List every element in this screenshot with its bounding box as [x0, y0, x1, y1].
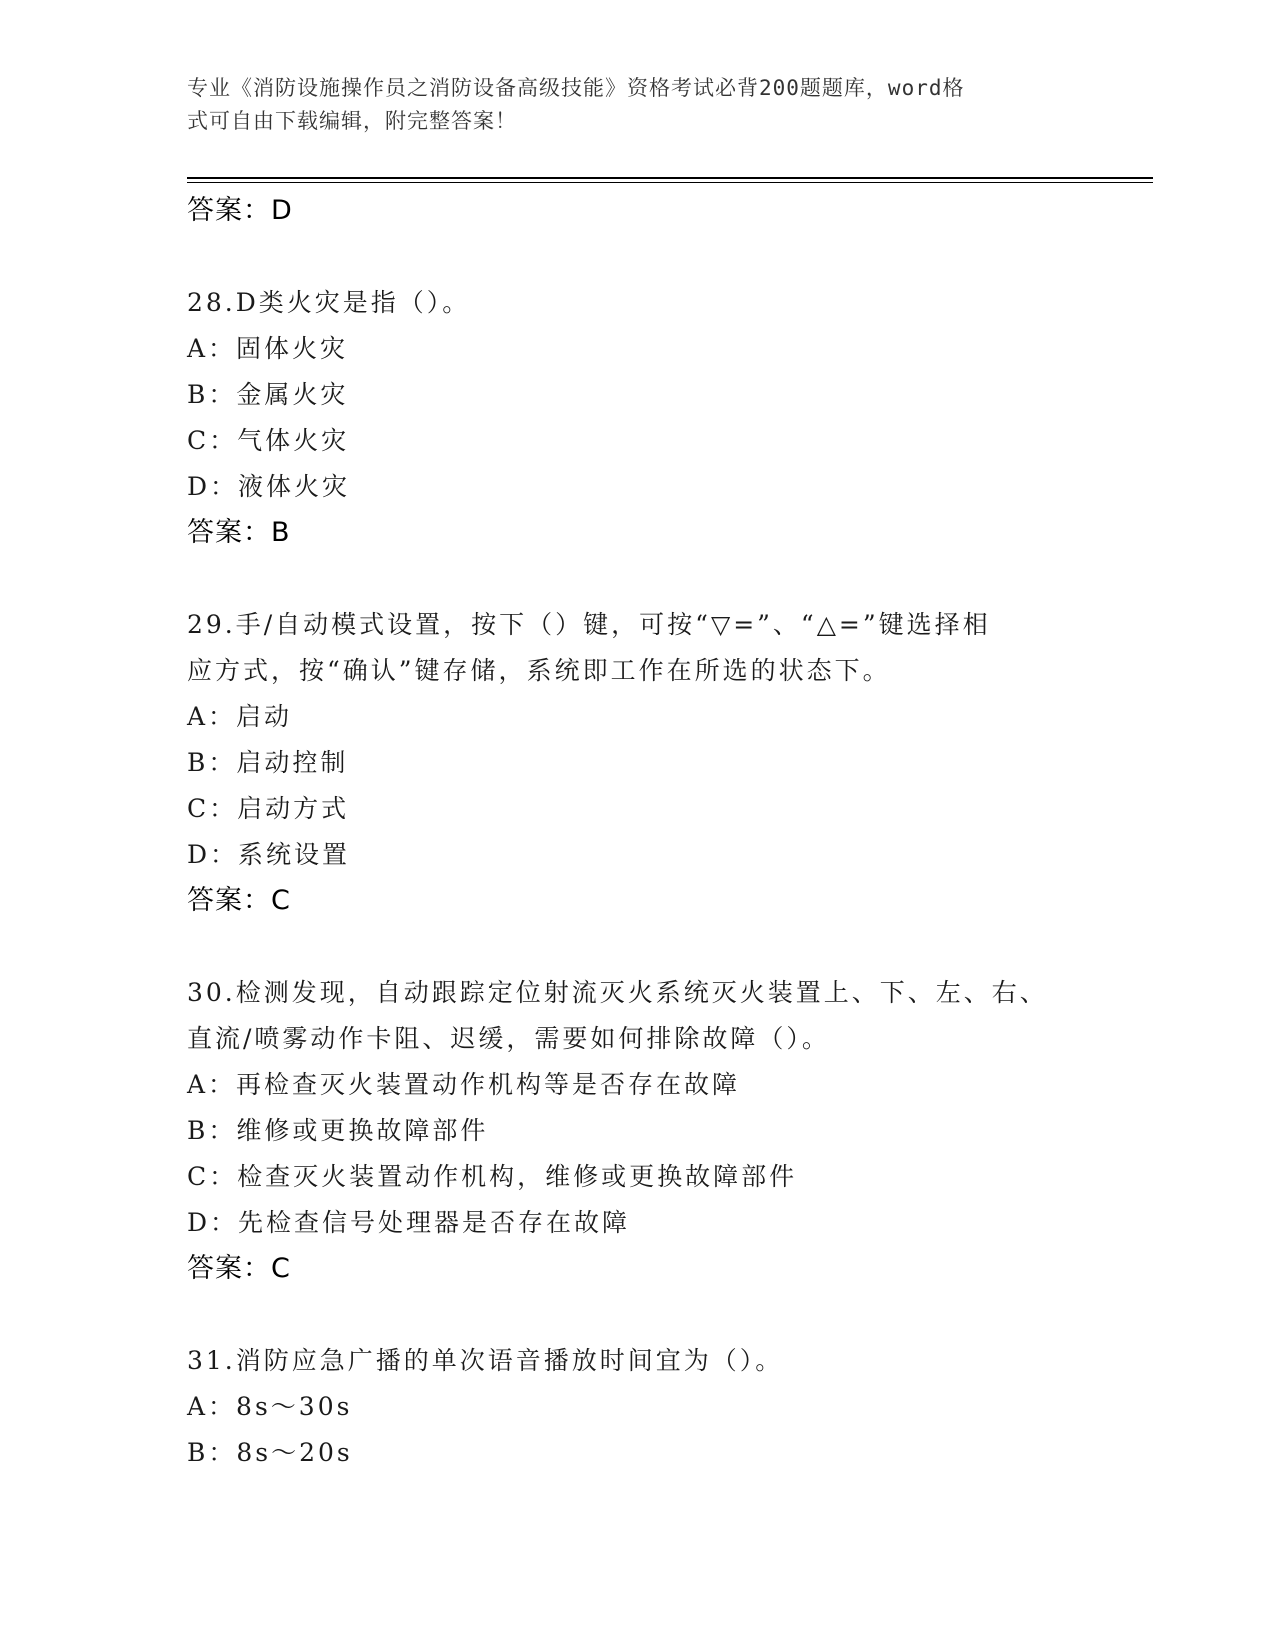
option-a: A：固体火灾 — [187, 334, 349, 363]
answer-line: 答案：D — [187, 195, 293, 226]
header-divider-thin — [187, 182, 1153, 183]
option-b: B：维修或更换故障部件 — [187, 1116, 489, 1145]
header-line-1: 专业《消防设施操作员之消防设备高级技能》资格考试必背200题题库，word格 — [187, 76, 965, 100]
document-header — [187, 72, 1067, 138]
answer-line: 答案：C — [187, 1253, 291, 1284]
option-c: C：检查灭火装置动作机构，维修或更换故障部件 — [187, 1162, 798, 1191]
option-b: B：启动控制 — [187, 748, 349, 777]
answer-line: 答案：C — [187, 885, 291, 916]
option-a: A：8s～30s — [187, 1392, 353, 1421]
option-d: D：系统设置 — [187, 840, 351, 869]
answer-line: 答案：B — [187, 517, 291, 548]
option-a: A：启动 — [187, 702, 293, 731]
question-stem: 31.消防应急广播的单次语音播放时间宜为（）。 — [187, 1346, 784, 1375]
option-d: D：先检查信号处理器是否存在故障 — [187, 1208, 631, 1237]
question-31 — [187, 1338, 1087, 1476]
option-b: B：8s～20s — [187, 1438, 353, 1467]
question-30 — [187, 970, 1087, 1292]
option-c: C：气体火灾 — [187, 426, 350, 455]
option-d: D：液体火灾 — [187, 472, 351, 501]
question-stem-cont: 直流/喷雾动作卡阻、迟缓，需要如何排除故障（）。 — [187, 1024, 830, 1053]
question-list — [187, 188, 1087, 1476]
option-b: B：金属火灾 — [187, 380, 349, 409]
question-stem-cont: 应方式，按“确认”键存储，系统即工作在所选的状态下。 — [187, 656, 891, 685]
question-stem: 29.手/自动模式设置，按下（）键，可按“▽=”、“△=”键选择相 — [187, 610, 991, 639]
option-c: C：启动方式 — [187, 794, 350, 823]
question-28 — [187, 280, 1087, 556]
question-29 — [187, 602, 1087, 924]
question-stem: 28.D类火灾是指（）。 — [187, 288, 471, 317]
question-stem: 30.检测发现，自动跟踪定位射流灭火系统灭火装置上、下、左、右、 — [187, 978, 1048, 1007]
header-divider-thick — [187, 177, 1153, 179]
option-a: A：再检查灭火装置动作机构等是否存在故障 — [187, 1070, 741, 1099]
header-line-2: 式可自由下载编辑，附完整答案！ — [187, 109, 517, 133]
